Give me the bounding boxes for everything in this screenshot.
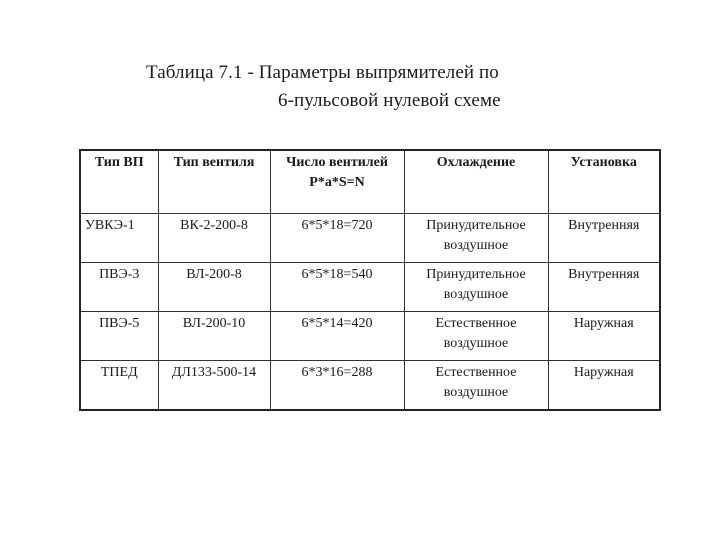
cell-valve-count: 6*3*16=288	[270, 361, 404, 411]
cell-installation: Внутренняя	[548, 263, 660, 312]
cell-rectifier-type: УВКЭ-1	[80, 214, 158, 263]
header-rectifier-type: Тип ВП	[80, 150, 158, 214]
cell-cooling: Естественное воздушное	[404, 361, 548, 411]
table-caption-line-1: Таблица 7.1 - Параметры выпрямителей по	[146, 62, 499, 83]
cell-installation: Наружная	[548, 361, 660, 411]
cell-rectifier-type: ТПЕД	[80, 361, 158, 411]
cell-rectifier-type: ПВЭ-3	[80, 263, 158, 312]
table-row	[80, 312, 660, 361]
table-header-row	[80, 150, 660, 214]
cell-valve-count: 6*5*18=720	[270, 214, 404, 263]
header-valve-type: Тип вентиля	[158, 150, 270, 214]
cell-valve-count: 6*5*14=420	[270, 312, 404, 361]
cell-valve-type: ВЛ-200-8	[158, 263, 270, 312]
table-row	[80, 263, 660, 312]
cell-valve-type: ВЛ-200-10	[158, 312, 270, 361]
table-row	[80, 214, 660, 263]
cell-cooling: Естественное воздушное	[404, 312, 548, 361]
cell-rectifier-type: ПВЭ-5	[80, 312, 158, 361]
header-valve-count: Число вентилей P*a*S=N	[270, 150, 404, 214]
rectifier-parameters-table	[79, 149, 661, 411]
cell-cooling: Принудительное воздушное	[404, 214, 548, 263]
table-caption-line-2: 6-пульсовой нулевой схеме	[278, 90, 501, 111]
header-cooling: Охлаждение	[404, 150, 548, 214]
cell-valve-count: 6*5*18=540	[270, 263, 404, 312]
table-row	[80, 361, 660, 411]
cell-installation: Наружная	[548, 312, 660, 361]
cell-valve-type: ДЛ133-500-14	[158, 361, 270, 411]
cell-valve-type: ВК-2-200-8	[158, 214, 270, 263]
cell-installation: Внутренняя	[548, 214, 660, 263]
header-installation: Установка	[548, 150, 660, 214]
cell-cooling: Принудительное воздушное	[404, 263, 548, 312]
